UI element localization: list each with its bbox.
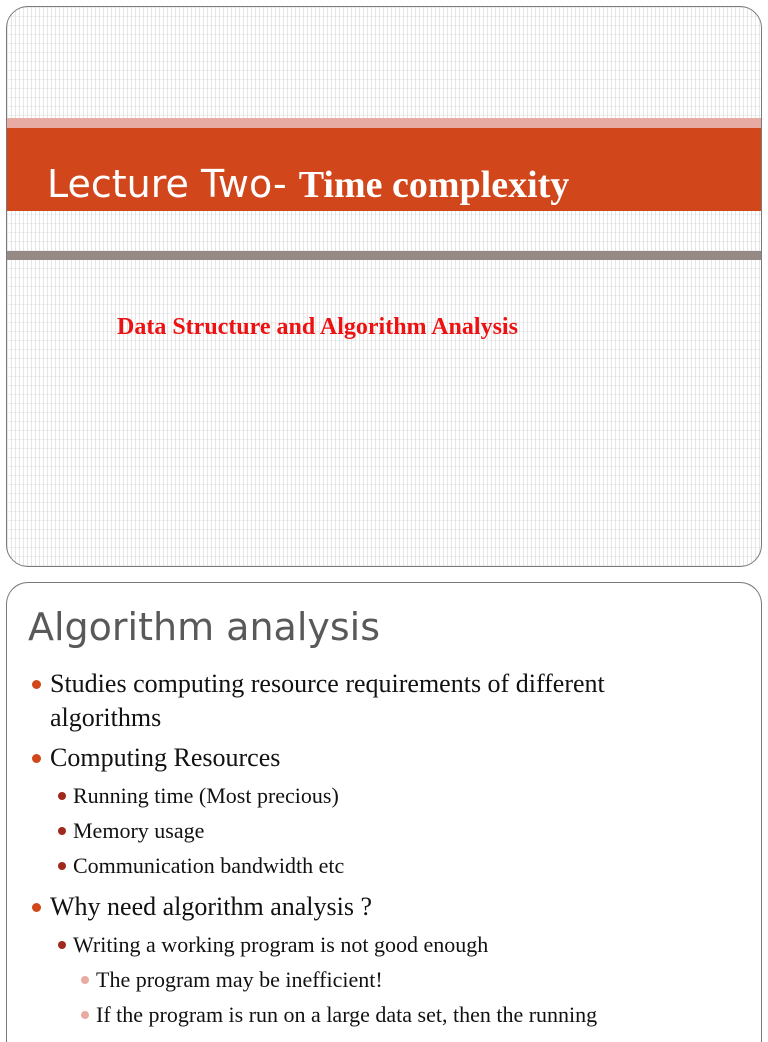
sub-bullet-dot-icon bbox=[58, 862, 66, 870]
bullet-dot-icon bbox=[32, 754, 41, 763]
bullet-item bbox=[7, 667, 762, 735]
bullet-text: Writing a working program is not good enough bbox=[73, 932, 489, 957]
slide-title-lecture: Lecture Two- bbox=[47, 162, 299, 206]
bullet-text: Running time (Most precious) bbox=[73, 783, 339, 808]
title-accent-band-pink bbox=[7, 118, 761, 128]
bullet-text: Why need algorithm analysis ? bbox=[50, 892, 373, 921]
sub-sub-bullet-dot-icon bbox=[81, 976, 89, 984]
slide-subtitle: Data Structure and Algorithm Analysis bbox=[117, 314, 518, 340]
slide-title bbox=[47, 162, 569, 207]
sub-sub-bullet-item bbox=[7, 1000, 762, 1030]
bullet-text: If the program is run on a large data set, then the running bbox=[96, 1002, 598, 1027]
sub-bullet-dot-icon bbox=[58, 792, 66, 800]
bullet-text: Memory usage bbox=[73, 818, 205, 843]
bullet-text: algorithms bbox=[50, 703, 162, 732]
bullet-text: The program may be inefficient! bbox=[96, 967, 383, 992]
title-slide bbox=[6, 6, 762, 567]
sub-sub-bullet-item bbox=[7, 965, 762, 995]
sub-bullet-dot-icon bbox=[58, 827, 66, 835]
bullet-text: Communication bandwidth etc bbox=[73, 853, 345, 878]
title-accent-band-grey bbox=[7, 251, 761, 260]
bullet-dot-icon bbox=[32, 903, 41, 912]
sub-bullet-item bbox=[7, 851, 762, 881]
slide-title-topic: Time complexity bbox=[298, 164, 570, 206]
sub-bullet-item bbox=[7, 781, 762, 811]
bullet-item bbox=[7, 741, 762, 775]
bullet-item bbox=[7, 890, 762, 924]
content-slide bbox=[6, 582, 762, 1042]
bullet-text: Studies computing resource requirements of different bbox=[50, 669, 605, 698]
sub-bullet-item bbox=[7, 930, 762, 960]
sub-bullet-item bbox=[7, 816, 762, 846]
bullet-text: Computing Resources bbox=[50, 743, 281, 772]
sub-sub-bullet-dot-icon bbox=[81, 1011, 89, 1019]
bullet-dot-icon bbox=[32, 680, 41, 689]
sub-bullet-dot-icon bbox=[58, 941, 66, 949]
bullet-list bbox=[7, 667, 762, 1035]
slide-heading: Algorithm analysis bbox=[28, 605, 381, 649]
